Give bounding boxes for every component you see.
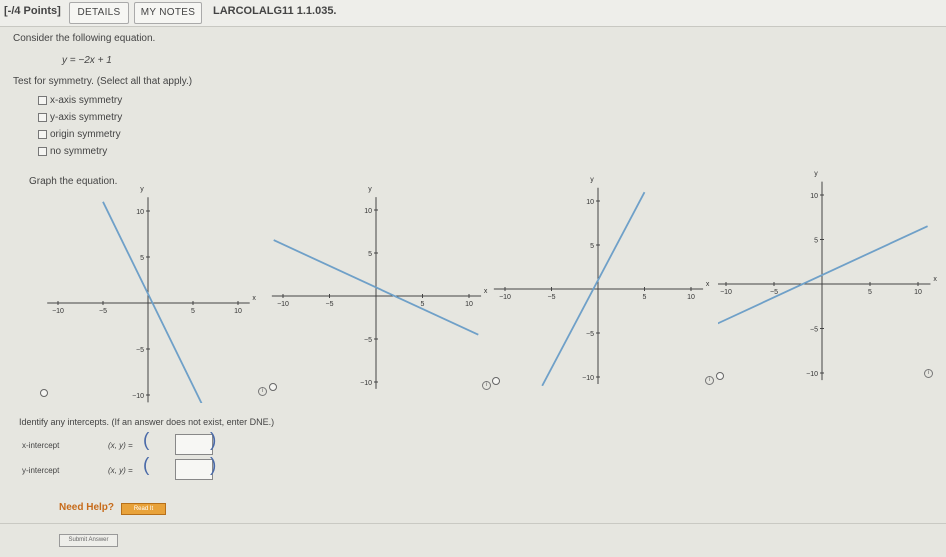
x-intercept-xy-label: (x, y) =: [108, 441, 133, 450]
y-tick-label: −10: [582, 375, 594, 382]
read-it-button[interactable]: Read It: [121, 503, 166, 515]
graph-option-2: [268, 181, 490, 391]
y-axis-symmetry-checkbox[interactable]: [38, 113, 47, 122]
y-tick-label: 5: [368, 251, 372, 258]
graph-option-1: [28, 183, 264, 403]
x-tick-label: 10: [687, 294, 695, 301]
graph-option-1-radio[interactable]: [40, 389, 48, 397]
x-tick-label: −10: [52, 308, 64, 315]
x-tick-label: −10: [720, 289, 732, 296]
y-tick-label: 5: [140, 255, 144, 262]
graph-4-info-icon[interactable]: i: [924, 369, 933, 378]
y-tick-label: 10: [136, 209, 144, 216]
graph-1-info-icon[interactable]: i: [258, 387, 267, 396]
x-axis-symmetry-label: x-axis symmetry: [50, 95, 123, 106]
x-intercept-close-paren: ): [210, 430, 217, 451]
graph-line: [103, 202, 202, 403]
x-axis-symmetry-checkbox[interactable]: [38, 96, 47, 105]
x-axis-label: x: [933, 276, 937, 283]
y-intercept-close-paren: ): [210, 455, 217, 476]
y-axis-symmetry-label: y-axis symmetry: [50, 112, 123, 123]
graph-3-info-icon[interactable]: i: [705, 376, 714, 385]
graph-option-4: [718, 171, 940, 381]
graph-option-4-radio[interactable]: [716, 372, 724, 380]
x-tick-label: −10: [499, 294, 511, 301]
y-tick-label: 5: [814, 237, 818, 245]
y-tick-label: −5: [810, 326, 818, 334]
no-symmetry-checkbox[interactable]: [38, 147, 47, 156]
problem-code: LARCOLALG11 1.1.035.: [213, 5, 337, 17]
x-tick-label: 10: [465, 301, 473, 308]
details-button[interactable]: DETAILS: [69, 2, 129, 24]
y-axis-label: y: [590, 176, 594, 184]
x-tick-label: −5: [547, 294, 556, 301]
x-tick-label: −10: [277, 301, 289, 308]
x-tick-label: −5: [770, 289, 778, 296]
my-notes-button[interactable]: MY NOTES: [134, 2, 202, 24]
question-header: [0, 0, 946, 27]
y-tick-label: −5: [136, 347, 144, 354]
graph-prompt: Graph the equation.: [29, 176, 118, 187]
x-axis-label: x: [705, 281, 710, 288]
symmetry-prompt: Test for symmetry. (Select all that apply.): [13, 76, 193, 87]
question-prompt: Consider the following equation.: [13, 33, 156, 44]
y-intercept-open-paren: (: [143, 455, 150, 476]
y-intercept-input[interactable]: [175, 459, 213, 480]
y-axis-label: y: [368, 186, 372, 194]
y-tick-label: 10: [364, 208, 372, 215]
x-tick-label: 5: [868, 289, 872, 296]
x-intercept-label: x-intercept: [22, 441, 60, 450]
y-tick-label: 5: [590, 243, 594, 250]
graph-option-3: [492, 176, 712, 386]
x-tick-label: 5: [420, 301, 425, 308]
x-tick-label: 5: [191, 308, 195, 315]
x-tick-label: −5: [99, 308, 107, 315]
y-axis-label: y: [140, 185, 144, 193]
x-intercept-open-paren: (: [143, 430, 150, 451]
y-tick-label: −5: [364, 337, 372, 344]
x-tick-label: 10: [234, 308, 242, 315]
y-tick-label: 10: [810, 193, 818, 200]
x-tick-label: 5: [642, 294, 647, 301]
x-intercept-input[interactable]: [175, 434, 213, 455]
y-axis-label: y: [814, 171, 818, 178]
y-tick-label: −5: [586, 331, 594, 338]
y-intercept-label: y-intercept: [22, 466, 60, 475]
points-label: [-/4 Points]: [4, 5, 61, 17]
y-tick-label: −10: [360, 380, 372, 387]
x-axis-label: x: [252, 295, 256, 302]
x-tick-label: −5: [325, 301, 334, 308]
y-intercept-xy-label: (x, y) =: [108, 466, 133, 475]
x-axis-label: x: [483, 288, 488, 295]
need-help-label: Need Help?: [59, 502, 115, 513]
graph-line: [718, 226, 928, 324]
graph-option-2-radio[interactable]: [269, 383, 277, 391]
no-symmetry-label: no symmetry: [50, 146, 108, 157]
divider: [0, 523, 946, 524]
y-tick-label: 10: [586, 199, 594, 206]
y-tick-label: −10: [806, 371, 818, 378]
submit-answer-button[interactable]: Submit Answer: [59, 534, 118, 547]
equation: y = −2x + 1: [62, 55, 112, 66]
y-tick-label: −10: [132, 393, 144, 400]
intercept-prompt: Identify any intercepts. (If an answer does not exist, enter DNE.): [19, 417, 275, 427]
graph-2-info-icon[interactable]: i: [482, 381, 491, 390]
graph-option-3-radio[interactable]: [492, 377, 500, 385]
origin-symmetry-label: origin symmetry: [50, 129, 121, 140]
x-tick-label: 10: [914, 289, 922, 296]
origin-symmetry-checkbox[interactable]: [38, 130, 47, 139]
